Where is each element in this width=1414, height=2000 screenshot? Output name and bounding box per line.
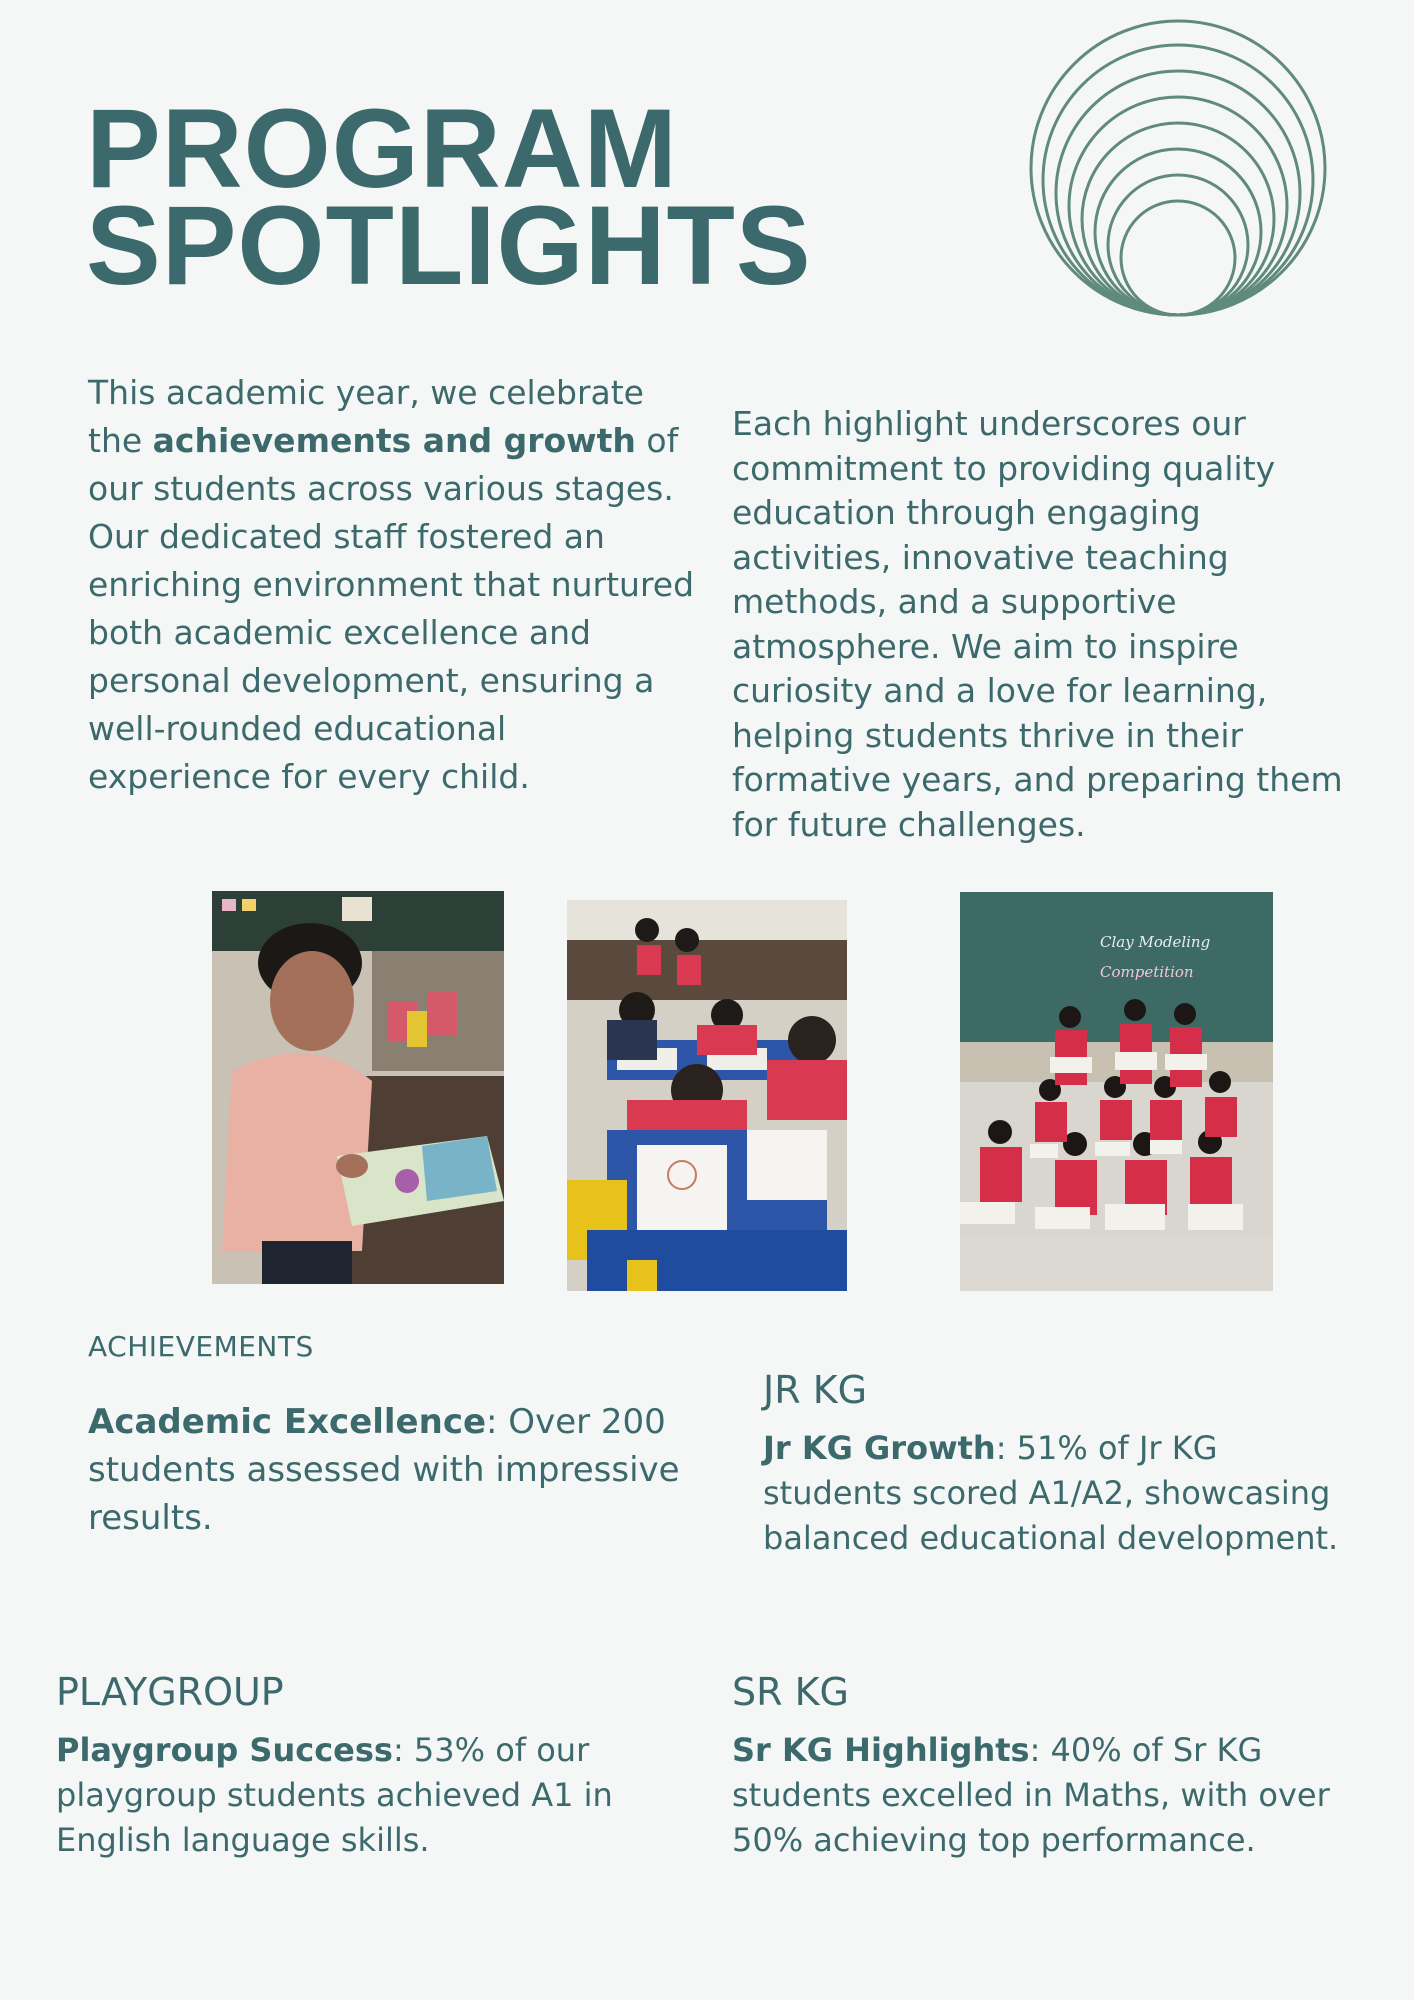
srkg-heading: SR KG <box>732 1670 849 1714</box>
srkg-bold: Sr KG Highlights <box>732 1731 1030 1769</box>
playgroup-text: Playgroup Success: 53% of our playgroup students achieved A1 in English language skills. <box>56 1731 613 1859</box>
photo-child-reading <box>212 891 504 1284</box>
concentric-arcs-icon <box>1026 16 1330 320</box>
jrkg-heading: JR KG <box>763 1368 868 1412</box>
jrkg-bold: Jr KG Growth <box>763 1429 996 1467</box>
achievements-heading: ACHIEVEMENTS <box>88 1330 314 1363</box>
title-line-2: SPOTLIGHTS <box>86 183 812 308</box>
intro-emphasis: achievements and growth <box>152 421 636 460</box>
photo-board-text-1: Clay Modeling <box>1100 933 1211 951</box>
playgroup-heading: PLAYGROUP <box>56 1670 284 1714</box>
title-line-1: PROGRAM <box>86 86 678 211</box>
photo-board-text-2: Competition <box>1100 963 1194 981</box>
srkg-text: Sr KG Highlights: 40% of Sr KG students excelled in Maths, with over 50% achieving top performance. <box>732 1731 1330 1859</box>
intro-paragraph-right: Each highlight underscores our commitment to providing quality education through engaging activities, innovative teaching methods, and a supportive atmosphere. We aim to inspire curiosity and a love for learning, helping students thrive in their formative years, and preparing them for future challenges. <box>732 404 1343 844</box>
achievements-text: Academic Excellence: Over 200 students assessed with impressive results. <box>88 1402 680 1538</box>
intro-paragraph-left: This academic year, we celebrate the achievements and growth of our students across various stages. Our dedicated staff fostered an enriching environment that nurtured both academic excellence and personal development, ensuring a well-rounded educational experience for every child. <box>88 373 695 796</box>
achievements-bold: Academic Excellence <box>88 1402 487 1442</box>
jrkg-text: Jr KG Growth: 51% of Jr KG students scored A1/A2, showcasing balanced educational development. <box>763 1429 1339 1557</box>
photo-clay-modeling-group <box>960 892 1273 1291</box>
photo-children-drawing <box>567 900 847 1291</box>
playgroup-bold: Playgroup Success <box>56 1731 393 1769</box>
page-title <box>86 86 812 308</box>
